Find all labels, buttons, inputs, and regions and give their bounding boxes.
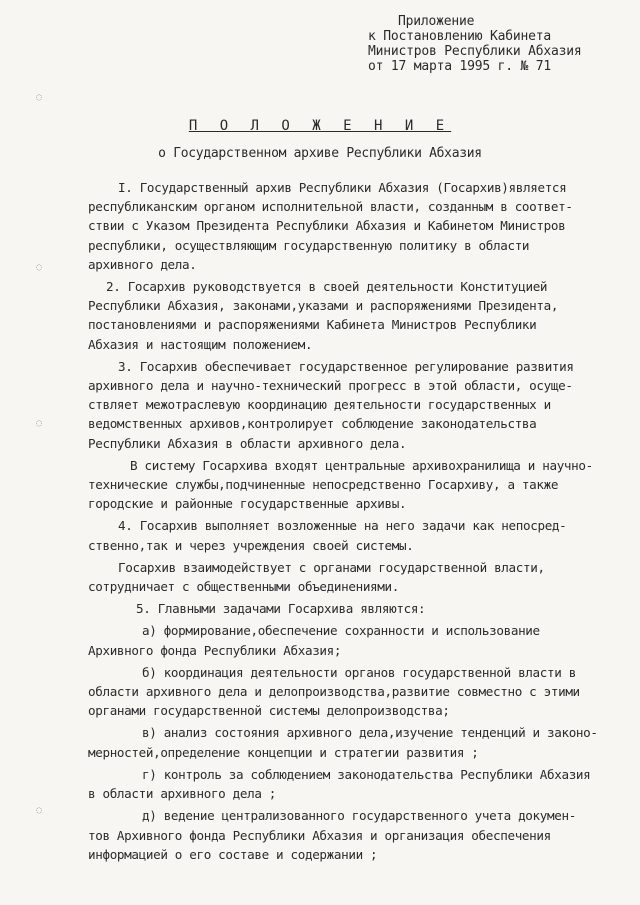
text-line: 2. Госархив руководствуется в своей деятельности Конституцией — [106, 279, 548, 295]
text-line: органами государственной системы делопроизводства; — [88, 703, 450, 719]
text-line: информацией о его составе и содержании ; — [88, 846, 378, 862]
hole-punch-mark: ◌ — [36, 92, 43, 103]
appendix-block — [368, 14, 582, 74]
text-line: д) ведение централизованного государственного учета докумен- — [142, 808, 576, 824]
text-line: в области архивного дела ; — [88, 786, 277, 802]
appendix-line: Министров Республики Абхазия — [368, 44, 582, 59]
text-line: 5. Главными задачами Госархива являются: — [136, 601, 426, 617]
text-line: Архивного фонда Республики Абхазия; — [88, 642, 342, 658]
text-line: Абхазия и настоящим положением. — [88, 336, 313, 352]
text-line: ственно,так и через учреждения своей системы. — [88, 537, 414, 553]
text-line: мерностей,определение концепции и стратегии развития ; — [88, 744, 479, 760]
text-line: тов Архивного фонда Республики Абхазия и организация обеспечения — [88, 827, 551, 843]
hole-punch-mark: ◌ — [36, 805, 43, 816]
document-body — [88, 178, 618, 864]
text-line: архивного дела и научно-технический прогресс в этой области, осуще- — [88, 378, 573, 394]
text-line: городские и районные государственные архивы. — [88, 496, 407, 512]
text-line: Госархив взаимодействует с органами государственной власти, — [118, 559, 545, 575]
text-line: ствляет межотраслевую координацию деятельности государственных и — [88, 397, 551, 413]
text-line: постановлениями и распоряжениями Кабинета Министров Республики — [88, 317, 537, 333]
document-subtitle: о Государственном архиве Республики Абхазия — [158, 146, 482, 161]
text-line: ведомственных архивов,контролирует соблюдение законодательства — [88, 416, 537, 432]
text-line: республики, осуществляющим государственную политику в области — [88, 237, 530, 253]
text-line: в) анализ состояния архивного дела,изучение тенденций и законо- — [142, 725, 598, 741]
text-line: В систему Госархива входят центральные архивохранилища и научно- — [130, 457, 593, 473]
text-line: республиканским органом исполнительной власти, созданным в соответ- — [88, 199, 573, 215]
text-line: Республики Абхазия, законами,указами и распоряжениями Президента, — [88, 298, 559, 314]
text-line: Республики Абхазия в области архивного дела. — [88, 435, 407, 451]
text-line: архивного дела. — [88, 256, 197, 272]
appendix-line: от 17 марта 1995 г. № 71 — [368, 59, 552, 74]
appendix-line: Приложение — [398, 14, 475, 29]
document-title: П О Л О Ж Е Н И Е — [188, 118, 452, 134]
hole-punch-mark: ◌ — [36, 418, 43, 429]
text-line: г) контроль за соблюдением законодательства Республики Абхазия — [142, 766, 591, 782]
text-line: 4. Госархив выполняет возложенные на него задачи как непосред- — [118, 518, 567, 534]
appendix-line: к Постановлению Кабинета — [368, 29, 552, 44]
text-line: 3. Госархив обеспечивает государственное регулирование развития — [118, 358, 574, 374]
text-line: сотрудничает с общественными объединениями. — [88, 579, 399, 595]
text-line: ствии с Указом Президента Республики Абхазия и Кабинетом Министров — [88, 218, 566, 234]
hole-punch-mark: ◌ — [36, 262, 43, 273]
text-line: области архивного дела и делопроизводства,развитие совместно с этими — [88, 684, 580, 700]
text-line: I. Государственный архив Республики Абхазия (Госархив)является — [118, 180, 567, 195]
text-line: б) координация деятельности органов государственной власти в — [142, 664, 576, 680]
text-line: технические службы,подчиненные непосредственно Госархиву, а также — [88, 477, 559, 493]
text-line: а) формирование,обеспечение сохранности и использование — [142, 623, 540, 639]
